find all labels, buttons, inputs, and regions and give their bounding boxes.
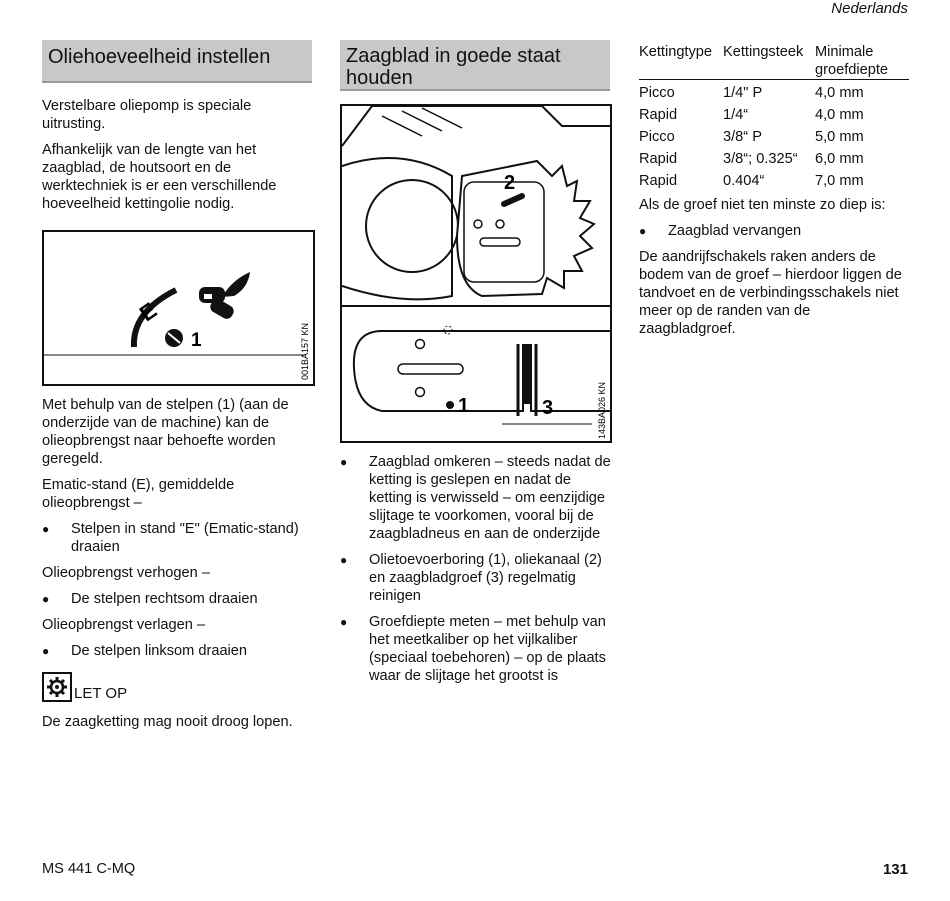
caution-label: LET OP xyxy=(74,685,128,702)
right-column xyxy=(639,43,909,346)
bullet-item: ● Groefdiepte meten – met behulp van het meetkaliber op het vijlkaliber (speciaal toebehoren) – op de plaats waar de slijtage het grootst is xyxy=(340,613,615,685)
paragraph: Olieopbrengst verhogen – xyxy=(42,565,210,581)
left-column-lower xyxy=(42,396,312,668)
table-row xyxy=(639,102,909,124)
language-label: Nederlands xyxy=(831,0,908,17)
bullet-item: ● De stelpen rechtsom draaien xyxy=(42,590,312,608)
table-cell: 1/4" P xyxy=(723,85,763,101)
table-cell: 0.404“ xyxy=(723,173,765,189)
table-header: Kettingsteek xyxy=(723,44,804,60)
table-cell: 6,0 mm xyxy=(815,151,864,167)
label-3: 3 xyxy=(542,397,554,419)
clutch-drum xyxy=(366,180,458,272)
table-header: Minimale groefdiepte xyxy=(815,44,889,78)
table-row xyxy=(639,124,909,146)
section-heading-oil: Oliehoeveelheid instellen xyxy=(42,40,312,83)
gear-icon xyxy=(42,672,72,702)
guide-bar-illustration xyxy=(342,106,610,441)
table-cell: Picco xyxy=(639,85,675,101)
caution-note xyxy=(42,672,312,730)
table-cell: 3/8“; 0.325“ xyxy=(723,151,798,167)
chain-oil-icon xyxy=(199,272,250,321)
table-row xyxy=(639,168,909,190)
table-cell: 5,0 mm xyxy=(815,129,864,145)
figure-code: 001BA157 KN xyxy=(300,322,310,380)
caution-text: De zaagketting mag nooit droog lopen. xyxy=(42,714,293,730)
guide-bar-figure xyxy=(340,104,612,443)
paragraph: Olieopbrengst verlagen – xyxy=(42,617,206,633)
bullet-item: ● Olietoevoerboring (1), oliekanaal (2) en zaagbladgroef (3) regelmatig reinigen xyxy=(340,551,615,605)
label-1: 1 xyxy=(458,395,470,417)
model-label: MS 441 C-MQ xyxy=(42,861,136,877)
table-cell: 4,0 mm xyxy=(815,107,864,123)
oil-inlet-hole xyxy=(446,401,454,409)
section-heading-bar: Zaagblad in goede staat houden xyxy=(340,40,610,91)
oil-adjust-figure xyxy=(42,230,315,386)
label-2: 2 xyxy=(504,172,516,194)
bullet-item: ● Stelpen in stand "E" (Ematic-stand) draaien xyxy=(42,520,312,556)
screw-number-label: 1 xyxy=(191,330,202,351)
table-cell: Rapid xyxy=(639,151,678,167)
bullet-item: ● Zaagblad omkeren – steeds nadat de ketting is geslepen en nadat de ketting is verwisseld – om eenzijdige slijtage te voorkomen, vooral bij de zaagbladneus en aan de onderzijde xyxy=(340,453,615,543)
table-cell: 1/4“ xyxy=(723,107,749,123)
chain-table xyxy=(639,43,909,190)
paragraph: De aandrijfschakels raken anders de bodem van de groef – hierdoor liggen de tandvoet en de verbindingsschakels niet meer op de randen van de zaagbladgroef. xyxy=(639,249,902,337)
table-cell: Rapid xyxy=(639,173,678,189)
guide-bar xyxy=(354,331,610,411)
table-cell: 4,0 mm xyxy=(815,85,864,101)
table-cell: 7,0 mm xyxy=(815,173,864,189)
middle-column xyxy=(340,40,610,91)
paragraph: Afhankelijk van de lengte van het zaagblad, de houtsoort en de werktechniek is er een verschillende hoeveelheid kettingolie nodig. xyxy=(42,142,277,212)
figure-code: 143BA026 KN xyxy=(597,381,607,439)
bullet-item: ● De stelpen linksom draaien xyxy=(42,642,312,660)
paragraph: Verstelbare oliepomp is speciale uitrusting. xyxy=(42,98,252,132)
table-row xyxy=(639,80,909,103)
table-cell: Picco xyxy=(639,129,675,145)
oil-pump-illustration xyxy=(44,232,313,384)
left-column xyxy=(42,40,312,221)
paragraph: Ematic-stand (E), gemiddelde olieopbrengst – xyxy=(42,477,235,511)
paragraph: Als de groef niet ten minste zo diep is: xyxy=(639,197,886,213)
adjusting-screw-icon xyxy=(165,329,183,347)
page-number: 131 xyxy=(882,861,908,878)
middle-column-lower xyxy=(340,453,615,693)
table-cell: Rapid xyxy=(639,107,678,123)
paragraph: Met behulp van de stelpen (1) (aan de onderzijde van de machine) kan de olieopbrengst naar behoefte worden geregeld. xyxy=(42,397,289,467)
table-header: Kettingtype xyxy=(639,44,713,60)
table-row xyxy=(639,146,909,168)
bullet-item: ● Zaagblad vervangen xyxy=(639,222,909,240)
table-cell: 3/8“ P xyxy=(723,129,762,145)
ematic-label: E xyxy=(134,297,162,327)
